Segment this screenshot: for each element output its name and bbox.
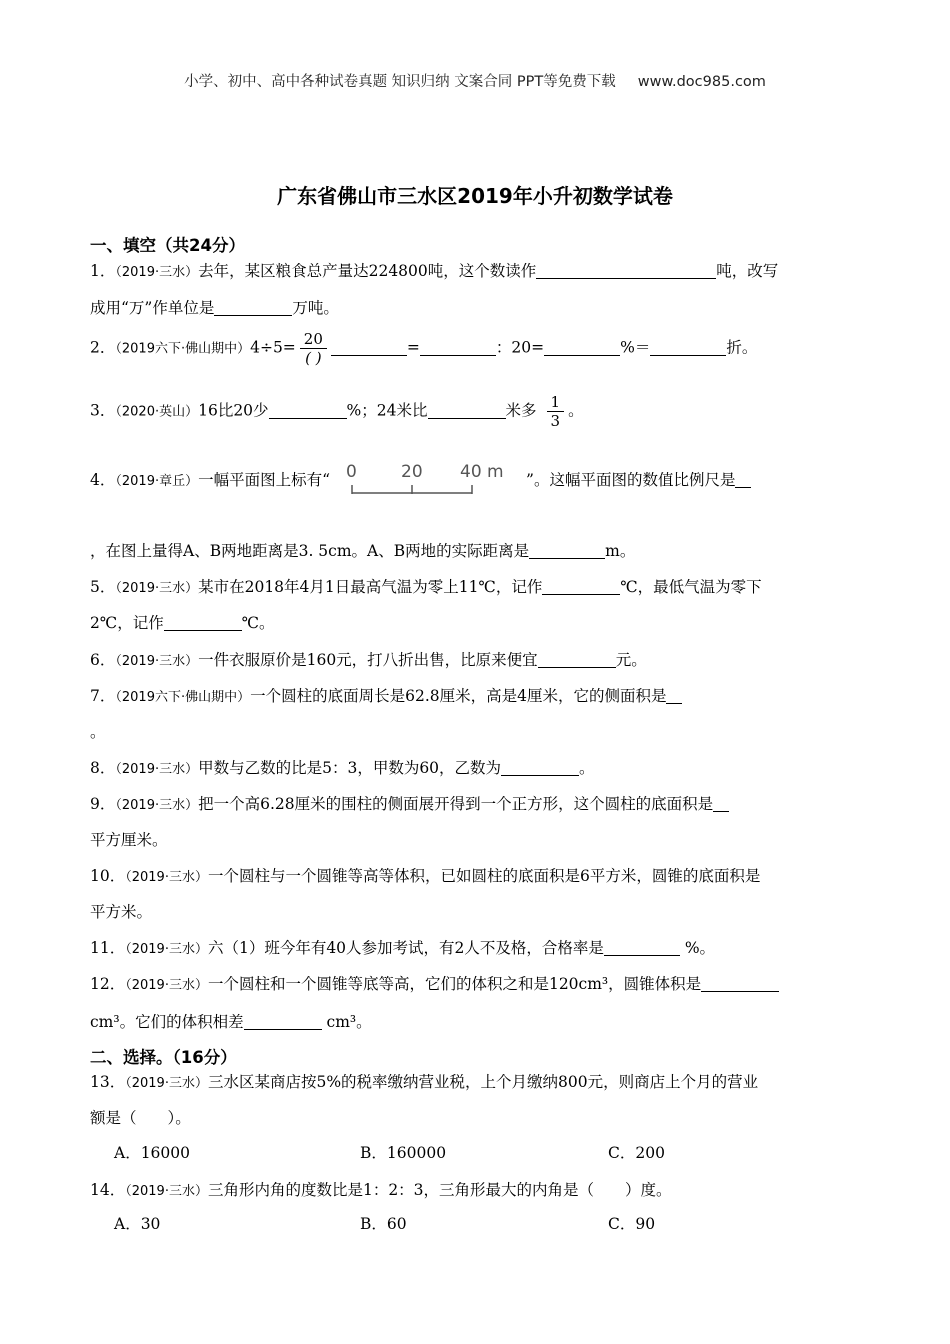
question-3 (90, 393, 584, 430)
answer-blank[interactable] (164, 614, 242, 631)
answer-blank[interactable] (713, 795, 729, 812)
question-source: （2019·三水） (125, 1184, 208, 1199)
scale-bar-image (338, 459, 518, 503)
question-source: （2019·三水） (125, 978, 208, 993)
question-source: （2019·三水） (125, 870, 208, 885)
answer-blank[interactable] (244, 1013, 322, 1030)
question-text: 万吨。 (292, 299, 339, 317)
question-number: 13． (90, 1073, 126, 1091)
question-text: ℃。 (241, 614, 275, 632)
header-banner (0, 70, 950, 91)
answer-blank[interactable] (542, 578, 620, 595)
answer-blank[interactable] (701, 975, 779, 992)
question-text: ：20= (495, 338, 545, 357)
section-1-heading: 一、填空（共24分） (90, 236, 245, 255)
fraction-denominator[interactable]: ( ) (305, 349, 322, 367)
option-a[interactable]: A．16000 (114, 1144, 191, 1162)
question-source: （2019·三水） (115, 762, 199, 777)
option-b[interactable]: B．160000 (360, 1144, 447, 1162)
question-6 (90, 648, 647, 670)
question-7 (90, 684, 682, 706)
question-1-line-2 (90, 296, 339, 318)
website-link[interactable]: www.doc985.com (637, 74, 766, 90)
answer-blank[interactable] (214, 299, 292, 316)
question-text: 米多 (505, 401, 537, 420)
question-source: （2020·英山） (115, 404, 199, 420)
option-a[interactable]: A．30 (114, 1215, 161, 1233)
question-text: ，在图上量得A、B两地距离是3. 5cm。A、B两地的实际距离是 (90, 542, 530, 560)
question-number: 14． (90, 1181, 126, 1199)
question-text: 折。 (726, 338, 758, 357)
question-text: %＝ (620, 338, 651, 357)
question-14 (90, 1178, 672, 1200)
option-b[interactable]: B．60 (360, 1215, 407, 1233)
answer-blank[interactable] (650, 339, 726, 356)
question-8 (90, 756, 595, 778)
question-source: （2019·三水） (115, 265, 199, 280)
section-2-heading: 二、选择。（16分） (90, 1048, 237, 1067)
question-text: 一件衣服原价是160元，打八折出售，比原来便宜 (198, 651, 538, 669)
answer-blank[interactable] (544, 339, 620, 356)
question-number: 3． (90, 401, 116, 420)
question-number: 10． (90, 867, 126, 885)
question-number: 7． (90, 687, 116, 705)
answer-blank[interactable] (428, 402, 506, 419)
question-5 (90, 575, 762, 597)
question-7-line-2 (90, 720, 106, 742)
fraction-numerator: 20 (300, 330, 327, 349)
question-13-line-2 (90, 1106, 191, 1128)
question-9 (90, 792, 729, 814)
question-5-line-2 (90, 611, 275, 633)
question-text: 16比20少 (198, 401, 269, 420)
question-text: 把一个高6.28厘米的围柱的侧面展开得到一个正方形，这个圆柱的底面积是 (198, 795, 714, 813)
question-text: 。 (90, 723, 106, 741)
question-text: 元。 (615, 651, 647, 669)
question-4 (90, 459, 751, 503)
answer-blank[interactable] (536, 262, 716, 279)
question-10 (90, 864, 760, 886)
question-9-line-2 (90, 828, 168, 850)
page-title: 广东省佛山市三水区2019年小升初数学试卷 (277, 184, 673, 208)
scale-label-0: 0 (346, 462, 357, 482)
question-number: 5． (90, 578, 116, 596)
question-text: 平方米。 (90, 903, 153, 921)
fraction-denominator: 3 (550, 412, 561, 430)
question-text: cm³。它们的体积相差 (90, 1013, 244, 1031)
question-13 (90, 1070, 758, 1092)
scale-label-40m: 40 m (460, 462, 504, 482)
question-1 (90, 259, 778, 281)
answer-blank[interactable] (529, 542, 605, 559)
question-source: （2019·三水） (115, 654, 199, 669)
fraction (547, 393, 565, 430)
question-text: 某市在2018年4月1日最高气温为零上11℃，记作 (198, 578, 543, 596)
option-c[interactable]: C．200 (608, 1144, 665, 1162)
question-text: 一个圆柱的底面周长是62.8厘米，高是4厘米，它的侧面积是 (250, 687, 667, 705)
question-12 (90, 972, 779, 994)
question-source: （2019·三水） (115, 581, 199, 596)
banner-text: 小学、初中、高中各种试卷真题 知识归纳 文案合同 PPT等免费下载 (184, 74, 616, 90)
question-text: 4÷5= (250, 338, 296, 357)
question-text: 成用“万”作单位是 (90, 299, 215, 317)
question-12-line-2 (90, 1010, 372, 1032)
question-2 (90, 330, 757, 367)
question-text: 六（1）班今年有40人参加考试，有2人不及格，合格率是 (207, 939, 604, 957)
question-number: 8． (90, 759, 116, 777)
question-text: 甲数与乙数的比是5：3，甲数为60，乙数为 (198, 759, 502, 777)
question-number: 9． (90, 795, 116, 813)
scale-label-20: 20 (401, 462, 423, 482)
question-number: 1． (90, 262, 116, 280)
question-4-line-2 (90, 539, 635, 561)
answer-blank[interactable] (269, 402, 347, 419)
fraction (300, 330, 327, 367)
question-text: 一个圆柱和一个圆锥等底等高，它们的体积之和是120cm³，圆锥体积是 (207, 975, 702, 993)
question-text: m。 (605, 542, 636, 560)
option-c[interactable]: C．90 (608, 1215, 656, 1233)
fraction-numerator: 1 (547, 393, 565, 412)
question-text: 去年，某区粮食总产量达224800吨，这个数读作 (198, 262, 537, 280)
answer-blank[interactable] (666, 687, 682, 704)
answer-blank[interactable] (331, 339, 407, 356)
question-number: 12． (90, 975, 126, 993)
question-text: 。 (579, 759, 595, 777)
question-text: 三角形内角的度数比是1：2：3，三角形最大的内角是（ ）度。 (207, 1181, 672, 1199)
question-text: 平方厘米。 (90, 831, 168, 849)
question-text: 三水区某商店按5%的税率缴纳营业税，上个月缴纳800元，则商店上个月的营业 (207, 1073, 759, 1091)
question-source: （2019·三水） (115, 798, 199, 813)
question-text: ℃，最低气温为零下 (620, 578, 762, 596)
question-source: （2019·三水） (125, 1076, 208, 1091)
question-text: 2℃，记作 (90, 614, 164, 632)
question-text: 额是（ ）。 (90, 1109, 191, 1127)
question-text: cm³。 (321, 1013, 372, 1031)
question-source: （2019六下·佛山期中） (115, 690, 251, 705)
question-text: 吨，改写 (716, 262, 779, 280)
question-number: 11． (90, 939, 126, 957)
question-text: 一幅平面图上标有“ (198, 471, 331, 489)
answer-blank[interactable] (604, 939, 680, 956)
question-source: （2019·三水） (125, 942, 208, 957)
answer-blank[interactable] (735, 471, 751, 488)
question-10-line-2 (90, 900, 152, 922)
question-number: 2． (90, 338, 116, 357)
question-number: 6． (90, 651, 116, 669)
question-source: （2019六下·佛山期中） (115, 341, 251, 357)
question-number: 4． (90, 471, 116, 489)
question-source: （2019·章丘） (115, 474, 199, 489)
question-text: ”。这幅平面图的数值比例尺是 (526, 471, 736, 489)
question-text: 一个圆柱与一个圆锥等高等体积，已如圆柱的底面积是6平方米，圆锥的底面积是 (207, 867, 761, 885)
question-text: %；24米比 (346, 401, 428, 420)
question-text: 。 (568, 401, 584, 420)
equals-sign: = (406, 338, 420, 357)
question-text: %。 (679, 939, 716, 957)
question-11 (90, 936, 715, 958)
answer-blank[interactable] (538, 651, 616, 668)
answer-blank[interactable] (501, 759, 579, 776)
answer-blank[interactable] (420, 339, 496, 356)
